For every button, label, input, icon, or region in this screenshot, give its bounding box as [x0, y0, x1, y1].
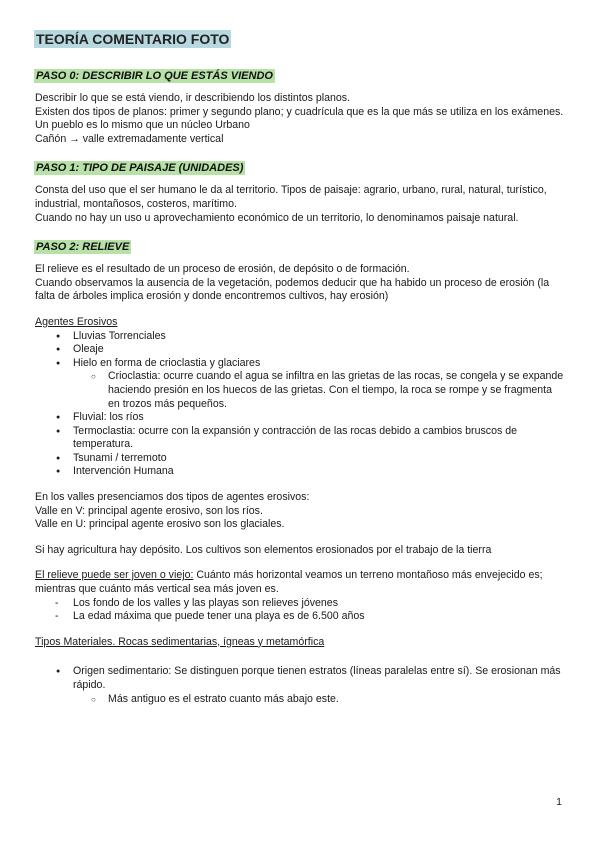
sub-list-item: ○ Crioclastia: ocurre cuando el agua se infiltra en las grietas de las rocas, se congela y se expande haciendo presión en los huecos de las grietas. Con el tiempo, la roca se rompe y se fragmenta en trozos más pequeños.: [35, 370, 565, 411]
step-2-section: [35, 237, 565, 706]
paragraph: Si hay agricultura hay depósito. Los cultivos son elementos erosionados por el trabajo de la tierra: [35, 543, 492, 556]
step-0-heading: PASO 0: DESCRIBIR LO QUE ESTÁS VIENDO: [36, 70, 273, 82]
materials-title: Tipos Materiales. Rocas sedimentarias, ígneas y metamórfica: [35, 635, 325, 648]
list-item: ● Hielo en forma de crioclastia y glaciares: [35, 357, 565, 371]
list-item: ● Lluvias Torrenciales: [35, 330, 565, 344]
paragraph: [35, 569, 565, 596]
paragraph: Valle en U: principal agente erosivo son los glaciales.: [35, 518, 285, 531]
list-item: ● Termoclastia: ocurre con la expansión y contracción de las rocas debido a cambios bruscos de temperatura.: [35, 425, 565, 452]
list-item: ● Intervención Humana: [35, 465, 565, 479]
step-0-section: [35, 66, 565, 146]
list-item: ● Origen sedimentario: Se distinguen porque tienen estratos (líneas paralelas entre sí). Se erosionan más rápido.: [35, 665, 565, 692]
list-item: ● Oleaje: [35, 343, 565, 357]
young-old-list: [35, 597, 565, 624]
agents-list: [35, 330, 565, 480]
paragraph: Valle en V: principal agente erosivo, son los ríos.: [35, 504, 263, 517]
paragraph: Existen dos tipos de planos: primer y segundo plano; y cuadrícula que es la que más se utiliza en los exámenes.: [35, 105, 564, 118]
materials-list: [35, 665, 565, 706]
list-item: - La edad máxima que puede tener una playa es de 6.500 años: [35, 610, 565, 624]
paragraph: Consta del uso que el ser humano le da al territorio. Tipos de paisaje: agrario, urbano, rural, natural, turístico, industrial, montañosos, costeros, marítimo.: [35, 184, 547, 210]
sub-list-item: ○ Más antiguo es el estrato cuanto más abajo este.: [35, 693, 565, 707]
step-1-heading: PASO 1: TIPO DE PAISAJE (UNIDADES): [36, 162, 244, 175]
step-2-heading: PASO 2: RELIEVE: [36, 241, 130, 254]
paragraph: Cañón → valle extremadamente vertical: [35, 132, 224, 145]
paragraph: Describir lo que se está viendo, ir describiendo los distintos planos.: [35, 92, 351, 104]
paragraph: Un pueblo es lo mismo que un núcleo Urbano: [35, 119, 250, 132]
list-item: - Los fondo de los valles y las playas son relieves jóvenes: [35, 597, 565, 611]
list-item: ● Tsunami / terremoto: [35, 452, 565, 466]
paragraph: En los valles presenciamos dos tipos de agentes erosivos:: [35, 491, 310, 504]
step-1-section: [35, 158, 565, 225]
document-title: TEORÍA COMENTARIO FOTO: [36, 31, 230, 47]
agents-title: Agentes Erosivos: [35, 315, 118, 328]
paragraph: Cuando no hay un uso u aprovechamiento económico de un territorio, lo denominamos paisaje natural.: [35, 211, 519, 224]
paragraph: El relieve es el resultado de un proceso de erosión, de depósito o de formación.: [35, 263, 410, 276]
document-page: [35, 30, 565, 706]
paragraph: Cuando observamos la ausencia de la vegetación, podemos deducir que ha habido un proceso de erosión (la falta de árboles implica erosión y donde encontremos cultivos, hay erosión): [35, 276, 550, 303]
list-item: ● Fluvial: los ríos: [35, 411, 565, 425]
young-old-text: Cuánto más horizontal veamos un terreno montañoso más envejecido es; mientras que cuánto más vertical sea más joven es.: [35, 569, 543, 596]
page-number: 1: [556, 796, 562, 808]
young-old-label: El relieve puede ser joven o viejo:: [35, 569, 194, 582]
